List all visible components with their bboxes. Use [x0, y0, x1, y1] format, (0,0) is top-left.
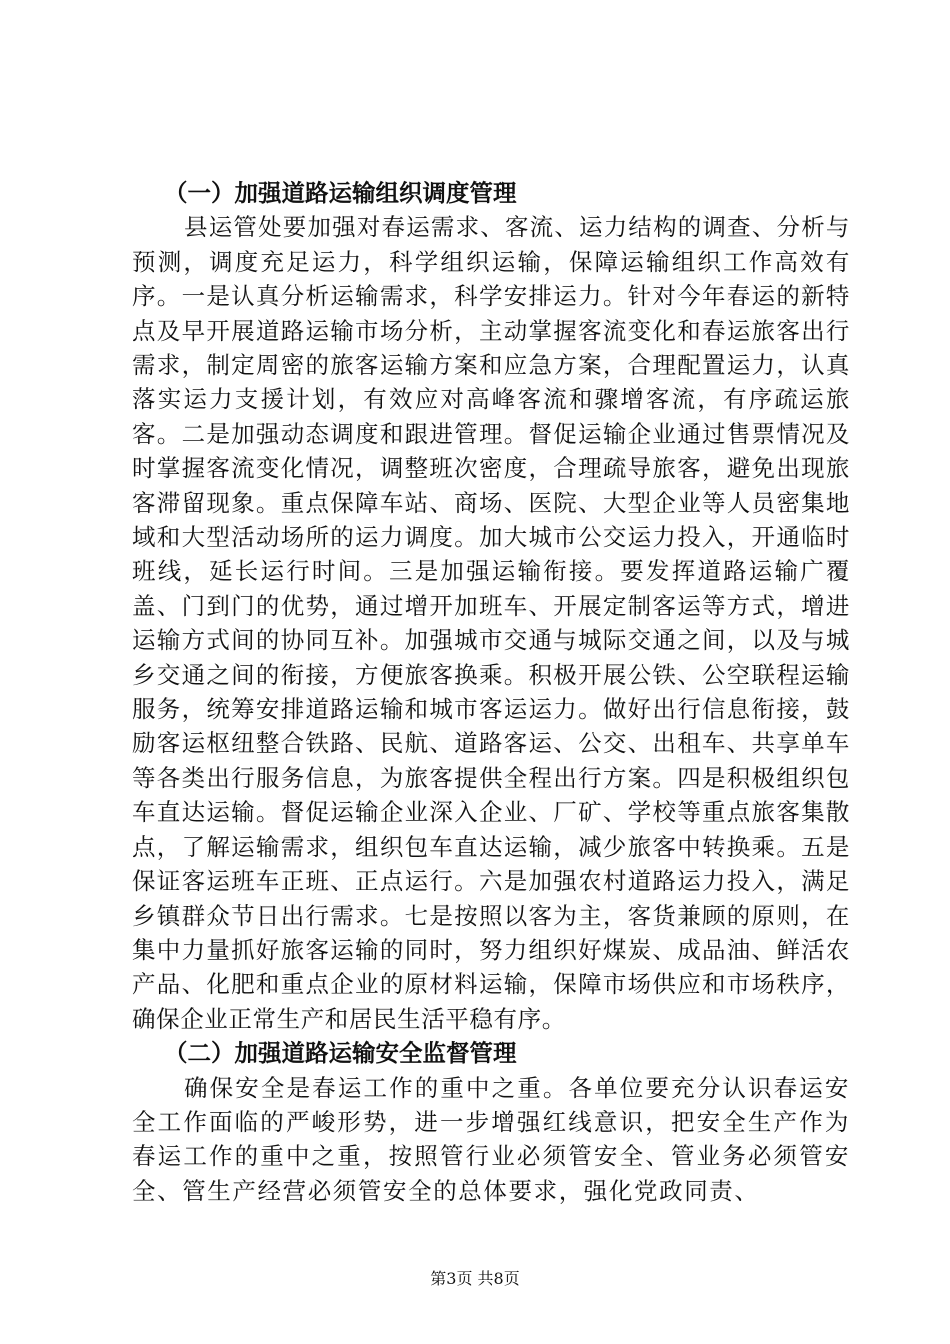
section-paragraph-1: 县运管处要加强对春运需求、客流、运力结构的调查、分析与预测，调度充足运力，科学组织运输，保障运输组织工作高效有序。一是认真分析运输需求，科学安排运力。针对今年春运的新特点及早开展道路运输市场分析，主动掌握客流变化和春运旅客出行需求，制定周密的旅客运输方案和应急方案，合理配置运力，认真落实运力支援计划，有效应对高峰客流和骤增客流，有序疏运旅客。二是加强动态调度和跟进管理。督促运输企业通过售票情况及时掌握客流变化情况，调整班次密度，合理疏导旅客，避免出现旅客滞留现象。重点保障车站、商场、医院、大型企业等人员密集地域和大型活动场所的运力调度。加大城市公交运力投入，开通临时班线，延长运行时间。三是加强运输衔接。要发挥道路运输广覆盖、门到门的优势，通过增开加班车、开展定制客运等方式，增进运输方式间的协同互补。加强城市交通与城际交通之间，以及与城乡交通之间的衔接，方便旅客换乘。积极开展公铁、公空联程运输服务，统筹安排道路运输和城市客运运力。做好出行信息衔接，鼓励客运枢纽整合铁路、民航、道路客运、公交、出租车、共享单车等各类出行服务信息，为旅客提供全程出行方案。四是积极组织包车直达运输。督促运输企业深入企业、厂矿、学校等重点旅客集散点，了解运输需求，组织包车直达运输，减少旅客中转换乘。五是保证客运班车正班、正点运行。六是加强农村道路运力投入，满足乡镇群众节日出行需求。七是按照以客为主，客货兼顾的原则，在集中力量抓好旅客运输的同时，努力组织好煤炭、成品油、鲜活农产品、化肥和重点企业的原材料运输，保障市场供应和市场秩序，确保企业正常生产和居民生活平稳有序。	[132, 213, 850, 1033]
section-heading-1: （一）加强道路运输组织调度管理	[164, 179, 517, 207]
page-number-footer: 第3页 共8页	[430, 1269, 520, 1288]
section-paragraph-2: 确保安全是春运工作的重中之重。各单位要充分认识春运安全工作面临的严峻形势，进一步增强红线意识，把安全生产作为春运工作的重中之重，按照管行业必须管安全、管业务必须管安全、管生产经营必须管安全的总体要求，强化党政同责、	[132, 1073, 850, 1205]
document-body	[132, 176, 850, 1208]
section-heading-2: （二）加强道路运输安全监督管理	[164, 1039, 517, 1068]
